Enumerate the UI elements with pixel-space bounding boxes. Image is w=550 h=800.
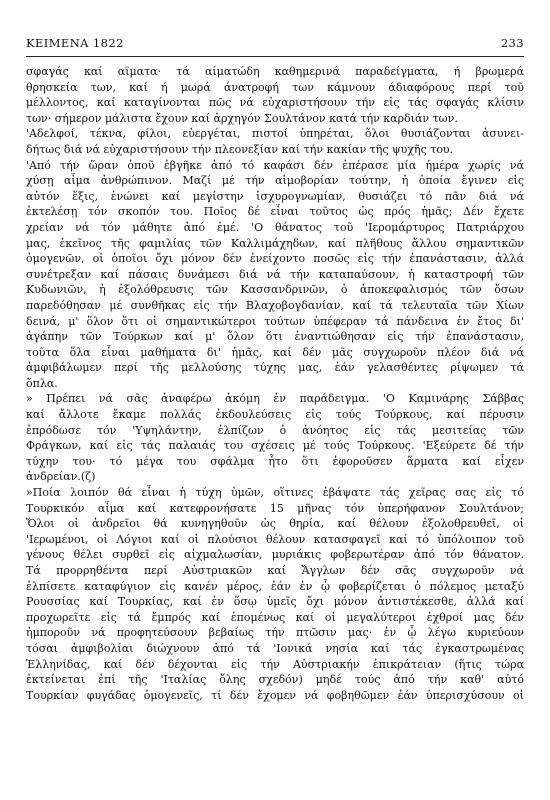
text-line: ἀνδρείαν.(ζ)	[26, 470, 96, 484]
text-line: » Πρέπει νά σᾶς ἀναφέρω ἀκόμη ἐν παράδειγμα. 'Ο Καμινάρης Σάββας	[26, 392, 524, 406]
text-line: καί ἄλλοτε ἔκαμε πολλάς ἐκδουλεύσεις εἰς τούς Τούρκους, καί πέρυσιν	[26, 408, 524, 422]
text-line: »Ποία λοιπόν θά εἶναι ἡ τύχη ὑμῶν, οἵτινες ἐβάψατε τάς χεῖρας σας εἰς τό	[26, 486, 524, 500]
text-line: χρείαν νά τόν μάθητε ἀπό ἐμέ. 'Ο θάνατος τοῦ 'Ιερομάρτυρος Πατριάρχου	[26, 220, 524, 234]
text-line: δεινά, μ' ὅλον ὅτι οἱ σημαντικώτεροι τούτων ὑπέφεραν τά πάνδεινα ἐν ἔτος δι'	[26, 314, 524, 328]
text-line: Ρουσσίας καί Τουρκίας, καί ἐν ὅσῳ ὑμεῖς ὄχι μόνον ἀντιστέκεσθε, ἀλλά καί	[26, 595, 524, 609]
text-line: ὁμογενῶν, οἱ ὁποῖοι ὄχι μόνον δέν ἐνείχοντο ποσῶς εἰς τήν ἐπανάστασιν, ἀλλά	[26, 252, 524, 266]
text-line: χύσῃ αἷμα ἀνθρώπινον. Μαζί μέ τήν αἱμοβορίαν τούτην, ἡ ὁποία ἔγινεν εἰς	[26, 174, 524, 188]
text-line: προχωρεῖτε εἰς τά ἔμπρός καί ἐπομένως καί οἱ μεγαλύτεροι ἐχθροί μας δέν	[26, 610, 524, 624]
text-line: 'Ιερωμένοι, οἱ Λόγιοι καί οἱ πλούσιοι θέλουν κατασφαγεῖ καί τό ὑπόλοιπον τοῦ	[26, 532, 524, 546]
text-line: ἀγάπην τῶν Τούρκων καί μ' ὅλον ὅτι ἐναντιώθησαν εἰς τήν ἐπανάστασιν,	[26, 330, 524, 344]
text-line: τόσαι ἀμφιβολίαι διώχνουν ἀπό τά 'Ιονικά νησία καί τάς ἐγκαστρωμένας	[26, 641, 524, 655]
text-line: ἐκτελέσῃ τόν σκοπόν του. Ποῖος δέ εἶναι τοῦτος ὡς πρός ἡμᾶς; Δέν ἔχετε	[26, 205, 524, 219]
text-line: παρεδόθησαν μέ συνθῆκας εἰς τήν Βλαχοβογδανίαν, καί τά τελευταῖα τῶν Χίων	[26, 298, 524, 312]
text-line: δήτως διά νά εὐχαριστήσουν τήν πλεονεξίαν καί τήν κακίαν τῆς ψυχῆς του.	[26, 142, 454, 156]
text-line: Φράγκων, καί εἰς τάς παλαιάς του σχέσεις μέ τούς Τούρκους. 'Εξεύρετε δέ τήν	[26, 439, 524, 453]
text-line: αὐτόν ἕξις, ἑνώνει καί μεγίστην ἰσχυρογνωμίαν, θυσιάζει τό πᾶν διά νά	[26, 189, 524, 203]
running-head-title: ΚΕΙΜΕΝΑ 1822	[26, 36, 124, 50]
text-line: μέλλοντος, καί καταγίνονται πῶς νά εὐχαριστήσουν τήν εἰς τάς σφαγάς κλίσιν	[26, 96, 524, 110]
text-line: τύχην του· τό μέγα του σφάλμα ἦτο ὅτι ἐφοροῦσεν ἅρματα καί εἶχεν	[26, 454, 524, 468]
text-line: Ἑλληνίδας, καί δέν δέχονται εἰς τήν Αὐστριακήν ἐπικράτειαν (ἥτις τώρα	[26, 657, 524, 671]
text-line: Ὅλοι οἱ ἀνδρεῖοι θά κυνηγηθοῦν ὡς θηρία, καί θέλουν ἐξολοθρευθεῖ, οἱ	[26, 517, 524, 531]
text-line: Τουρκικόν αἷμα καί κατεφρονήσατε 15 μῆνας τόν ὑπερήφανον Σουλτάνον;	[26, 501, 524, 515]
text-line: Κυδωνιῶν, ἡ ἐξολόθρευσις τῶν Κασσανδρινῶν, ὁ ἀποκεφαλισμός τῶν ὅσων	[26, 283, 524, 297]
text-line: ὅπλα.	[26, 376, 58, 390]
running-head	[26, 36, 524, 52]
text-line: ἠμποροῦν νά προφητεύσουν βεβαίως τήν πτῶσιν μας· ἐν ᾧ λέγω κυριεύουν	[26, 626, 524, 640]
text-line: σφαγάς καί αϊματα· τά αίματώδη καθημερινά παραδείγματα, ή βρωμερά	[26, 65, 524, 78]
text-line: θρησκεία των, καί ή μωρά άνατροφή των κάμνουν άδιαφόρους περί τοῦ	[26, 80, 524, 94]
text-line: μας, ἐκεῖνος τῆς φαμιλίας τῶν Καλλιμάχηδων, καί πλῆθους ἄλλου σημαντικῶν	[26, 236, 524, 250]
text-line: ἐλπίσετε καταφύγιον εἰς κανέν μέρος, ἐάν ἐν ᾧ φοβερίζεται ὁ πόλεμος μεταξύ	[26, 579, 524, 593]
text-line: ἀμφιβάλωμεν περί τῆς μελλούσης τύχης μας, ἐάν γελασθέντες ρίψωμεν τά	[26, 361, 524, 375]
text-line: Τουρκίαν φυγάδας ὁμογενεῖς, τί δέν ἔχομεν νά φοβηθῶμεν ἐάν ὑπερισχύσουν οἱ	[26, 688, 524, 702]
text-line: τοῦτα ὅλα εἶναι μαθήματα δι' ἡμᾶς, καί δέν μᾶς συγχωροῦν πλέον διά νά	[26, 345, 524, 359]
text-line: ἐκτείνεται ἐπί τῆς 'Ιταλίας ὅλης σχεδόν) μηδέ τούς ἀπό τήν καθ' αὐτό	[26, 673, 524, 687]
text-line: των· σήμερον μάλιστα ἔχουν καί ἀρχηγόν Σουλτάνον κατά τήν καρδιάν των.	[26, 111, 458, 125]
page-number: 233	[500, 36, 524, 50]
text-line: συνέτρεξαν καί πάσαις δυνάμεσι διά νά τήν καταπαύσουν, ἡ καταστροφή τῶν	[26, 267, 524, 281]
text-line: Τά προρρηθέντα περί Αὐστριακῶν καί Ἄγγλων δέν σᾶς συγχωροῦν νά	[26, 564, 524, 577]
text-line: γένους θέλει συρθεῖ εἰς αἰχμαλωσίαν, μυριάκις φοβερωτέραν ἀπό τόν θάνατον.	[26, 548, 524, 562]
text-line: 'Αδελφοί, τέκνα, φίλοι, εὐεργέται, πιστοί ὑπηρέται, ὅλοι θυσιάζονται ἀσυνει-	[26, 127, 524, 141]
text-line: 'Από τήν ὥραν ὁποῦ ἐβγῆκε ἀπό τό καφάσι δέν ἐπέρασε μία ἡμέρα χωρίς νά	[26, 158, 524, 172]
header-rule	[26, 56, 524, 57]
text-line: ἐπρόδωσε τόν 'Υψηλάντην, ἐλπίζων ὁ ἀνόητος εἰς τάς μεσιτείας τῶν	[26, 423, 524, 437]
body-text	[26, 64, 524, 703]
